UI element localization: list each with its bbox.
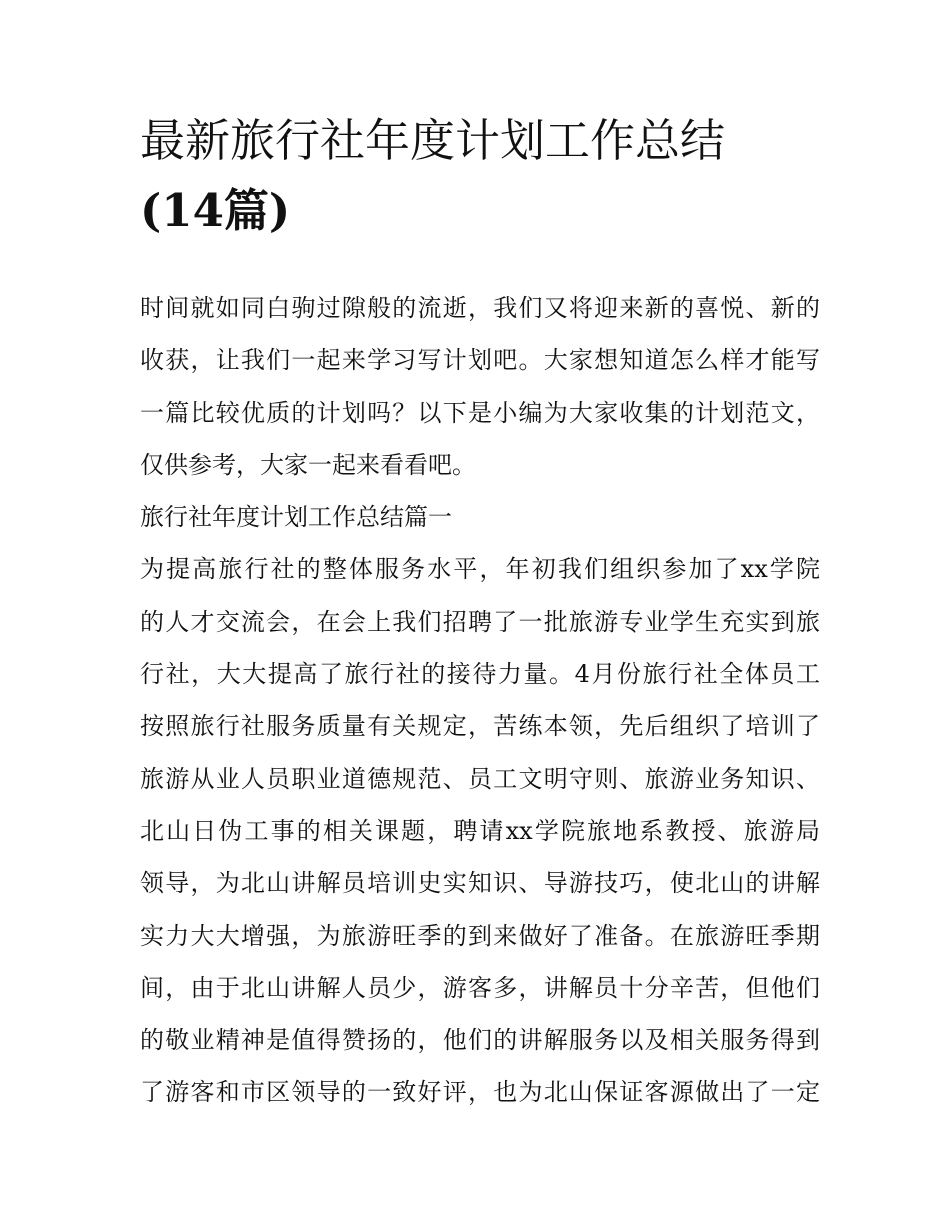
document-title bbox=[140, 112, 820, 250]
text-line: 仅供参考，大家一起来看看吧。 bbox=[140, 450, 476, 479]
text-line: 的人才交流会，在会上我们招聘了一批旅游专业学生充实到旅 bbox=[140, 607, 820, 636]
text-line: 间，由于北山讲解人员少，游客多，讲解员十分辛苦，但他们 bbox=[140, 973, 820, 1002]
text-line: 一篇比较优质的计划吗？以下是小编为大家收集的计划范文， bbox=[140, 398, 820, 427]
document-page bbox=[140, 112, 820, 1119]
intro-paragraph bbox=[140, 282, 820, 491]
document-body bbox=[140, 282, 820, 1119]
text-line: 时间就如同白驹过隙般的流逝，我们又将迎来新的喜悦、新的 bbox=[140, 294, 820, 322]
text-line: 的敬业精神是值得赞扬的，他们的讲解服务以及相关服务得到 bbox=[140, 1026, 820, 1055]
title-line: (14篇) bbox=[140, 184, 291, 237]
section-heading: 旅行社年度计划工作总结篇一 bbox=[140, 503, 452, 532]
text-line: 北山日伪工事的相关课题，聘请xx学院旅地系教授、旅游局 bbox=[140, 816, 820, 845]
text-line: 实力大大增强，为旅游旺季的到来做好了准备。在旅游旺季期 bbox=[140, 921, 820, 950]
text-line: 收获，让我们一起来学习写计划吧。大家想知道怎么样才能写 bbox=[140, 346, 820, 375]
text-line: 行社，大大提高了旅行社的接待力量。4月份旅行社全体员工 bbox=[140, 660, 820, 689]
text-line: 为提高旅行社的整体服务水平，年初我们组织参加了xx学院 bbox=[140, 555, 820, 584]
title-line: 最新旅行社年度计划工作总结 bbox=[140, 114, 726, 167]
text-line: 按照旅行社服务质量有关规定，苦练本领，先后组织了培训了 bbox=[140, 712, 820, 741]
section-paragraph bbox=[140, 543, 820, 1118]
text-line: 了游客和市区领导的一致好评，也为北山保证客源做出了一定 bbox=[140, 1078, 820, 1107]
text-line: 旅游从业人员职业道德规范、员工文明守则、旅游业务知识、 bbox=[140, 764, 820, 793]
text-line: 领导，为北山讲解员培训史实知识、导游技巧，使北山的讲解 bbox=[140, 869, 820, 898]
